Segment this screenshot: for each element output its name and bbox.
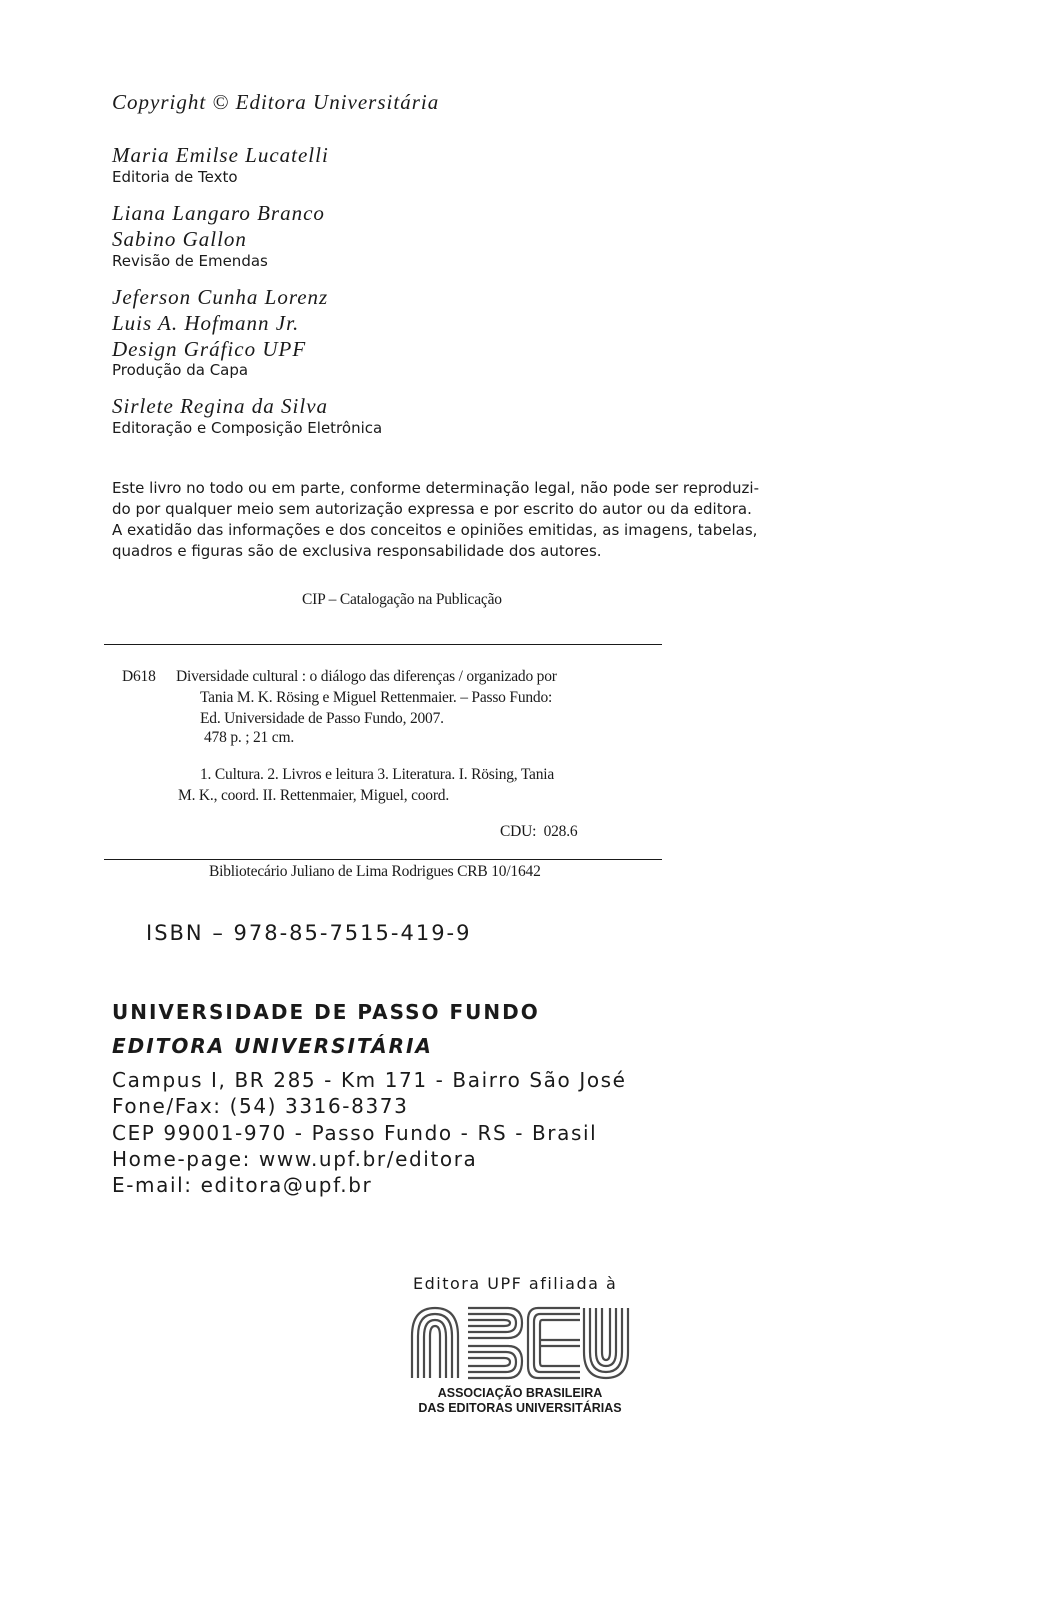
credit-name: Design Gráfico UPF <box>112 337 307 361</box>
cip-entry-line: Diversidade cultural : o diálogo das diferenças / organizado por <box>176 668 557 685</box>
cip-subject-line: 1. Cultura. 2. Livros e leitura 3. Literatura. I. Rösing, Tania <box>200 766 555 783</box>
notice-line: Este livro no todo ou em parte, conforme determinação legal, não pode ser reproduzi- <box>112 479 759 497</box>
cip-entry-line: 478 p. ; 21 cm. <box>204 729 294 746</box>
abeu-logo-icon <box>410 1306 630 1380</box>
publisher-university: UNIVERSIDADE DE PASSO FUNDO <box>112 1000 540 1024</box>
credit-name: Jeferson Cunha Lorenz <box>112 285 329 309</box>
publisher-email: E-mail: editora@upf.br <box>112 1173 373 1197</box>
credit-name: Maria Emilse Lucatelli <box>112 143 329 167</box>
isbn: ISBN – 978-85-7515-419-9 <box>146 921 472 945</box>
credit-role: Revisão de Emendas <box>112 252 268 270</box>
credit-name: Luis A. Hofmann Jr. <box>112 311 300 335</box>
credit-name: Sirlete Regina da Silva <box>112 394 329 418</box>
credit-role: Editoria de Texto <box>112 168 238 186</box>
credit-role: Editoração e Composição Eletrônica <box>112 419 383 437</box>
abeu-name-line: DAS EDITORAS UNIVERSITÁRIAS <box>418 1401 622 1415</box>
cip-cdu: CDU: 028.6 <box>500 823 578 840</box>
copyright-line: Copyright © Editora Universitária <box>112 90 440 114</box>
publisher-address: Campus I, BR 285 - Km 171 - Bairro São José <box>112 1068 627 1092</box>
affiliation-label: Editora UPF afiliada à <box>413 1274 618 1293</box>
publisher-phone: Fone/Fax: (54) 3316-8373 <box>112 1094 409 1118</box>
cip-entry-line: Ed. Universidade de Passo Fundo, 2007. <box>200 710 444 727</box>
notice-line: A exatidão das informações e dos conceitos e opiniões emitidas, as imagens, tabelas, <box>112 521 758 539</box>
publisher-postal: CEP 99001-970 - Passo Fundo - RS - Brasil <box>112 1121 598 1145</box>
cip-bottom-rule <box>104 859 662 860</box>
abeu-name-line: ASSOCIAÇÃO BRASILEIRA <box>437 1386 603 1400</box>
cip-librarian: Bibliotecário Juliano de Lima Rodrigues CRB 10/1642 <box>209 863 541 880</box>
credit-role: Produção da Capa <box>112 361 249 379</box>
abeu-name <box>400 1386 640 1416</box>
cip-entry-line: Tania M. K. Rösing e Miguel Rettenmaier. – Passo Fundo: <box>200 689 553 706</box>
cip-heading: CIP – Catalogação na Publicação <box>302 591 502 608</box>
publisher-press: EDITORA UNIVERSITÁRIA <box>112 1034 433 1058</box>
notice-line: quadros e figuras são de exclusiva responsabilidade dos autores. <box>112 542 602 560</box>
cip-top-rule <box>104 644 662 645</box>
publisher-homepage: Home-page: www.upf.br/editora <box>112 1147 478 1171</box>
cip-call-number: D618 <box>122 668 156 685</box>
notice-line: do por qualquer meio sem autorização expressa e por escrito do autor ou da editora. <box>112 500 752 518</box>
credit-name: Liana Langaro Branco <box>112 201 325 225</box>
cip-subject-line: M. K., coord. II. Rettenmaier, Miguel, coord. <box>178 787 450 804</box>
credit-name: Sabino Gallon <box>112 227 247 251</box>
